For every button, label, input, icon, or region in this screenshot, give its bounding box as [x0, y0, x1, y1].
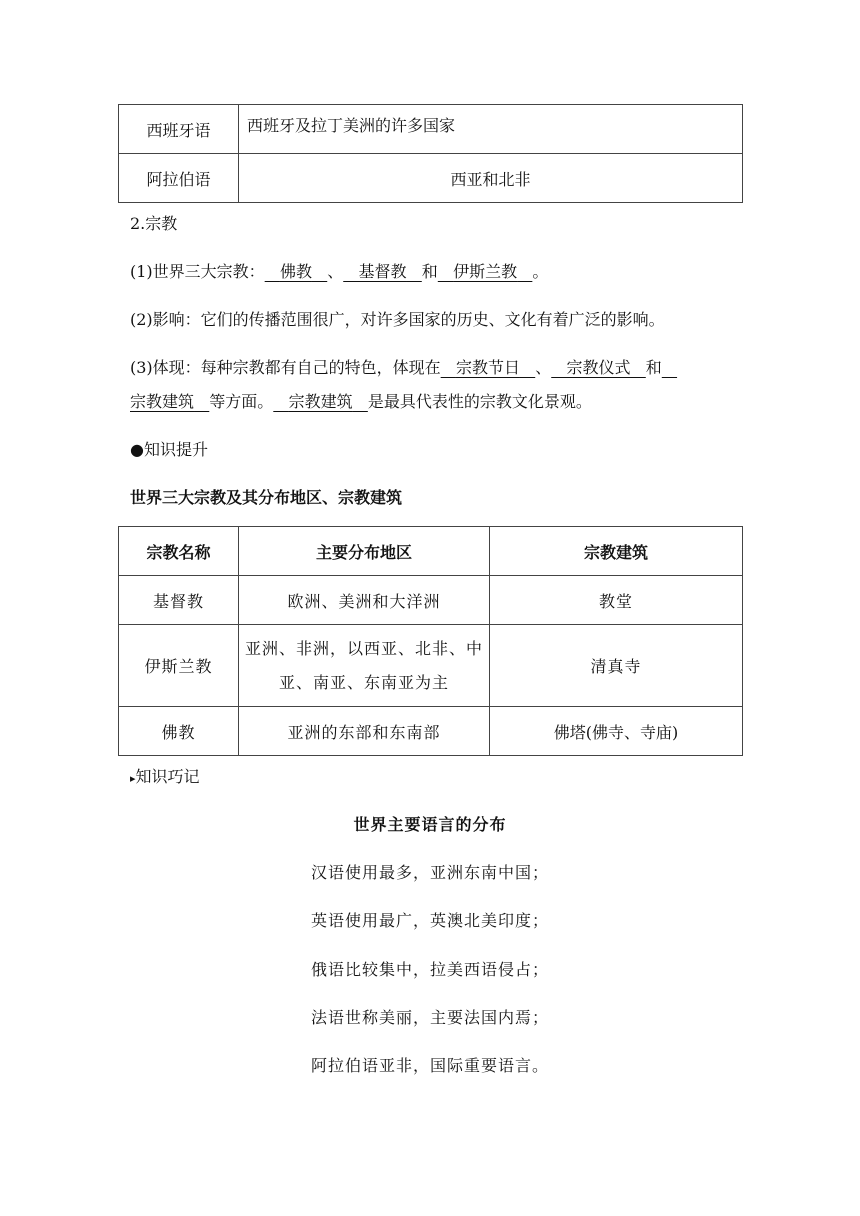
- section-heading: 2.宗教: [130, 214, 178, 233]
- bullet-icon: ●: [130, 440, 144, 459]
- poem-line: 汉语使用最多，亚洲东南中国；: [310, 863, 549, 882]
- answer-blank: [662, 358, 677, 377]
- poem-line: 法语世称美丽，主要法国内焉；: [310, 1008, 549, 1027]
- table-row: [119, 154, 743, 203]
- language-cell: 西班牙语: [119, 105, 239, 154]
- table-row: [119, 576, 743, 625]
- table-row: [119, 625, 743, 707]
- table-header-row: [119, 527, 743, 576]
- para-text: 等方面。: [209, 392, 274, 411]
- answer-blank: [441, 358, 536, 377]
- region-cell: [239, 625, 490, 707]
- region-cell: 欧洲、美洲和大洋洲: [239, 576, 490, 625]
- religion-para-1: [130, 259, 548, 282]
- region-cell: 西亚和北非: [239, 154, 743, 203]
- para-text: 是最具代表性的宗教文化景观。: [367, 392, 592, 411]
- column-header: 宗教建筑: [490, 527, 743, 576]
- religion-name-cell: 佛教: [119, 707, 239, 756]
- answer-blank: [551, 358, 646, 377]
- answer-blank: [130, 392, 209, 411]
- answer-blank: [438, 262, 533, 281]
- answer-blank: [265, 262, 328, 281]
- knowledge-up-label: [130, 437, 208, 460]
- answer-text: 宗教建筑: [130, 392, 195, 411]
- column-header: 宗教名称: [119, 527, 239, 576]
- building-cell: 佛塔(佛寺、寺庙): [490, 707, 743, 756]
- religion-name-cell: 伊斯兰教: [119, 625, 239, 707]
- answer-text: 伊斯兰教: [453, 262, 518, 281]
- answer-text: 宗教仪式: [566, 358, 631, 377]
- para-text: (3)体现：每种宗教都有自己的特色，体现在: [130, 358, 441, 377]
- answer-blank: [343, 262, 422, 281]
- poem-line: 阿拉伯语亚非，国际重要语言。: [310, 1056, 549, 1075]
- religion-para-3-line-1: [130, 355, 677, 378]
- table-title: 世界三大宗教及其分布地区、宗教建筑: [130, 488, 403, 507]
- building-cell: 清真寺: [490, 625, 743, 707]
- religion-table: [118, 526, 743, 756]
- para-text: 、: [535, 358, 552, 377]
- table-row: [119, 707, 743, 756]
- language-cell: 阿拉伯语: [119, 154, 239, 203]
- region-line: 亚洲、非洲，以西亚、北非、中: [244, 638, 483, 658]
- table-row: [119, 105, 743, 154]
- para-text: 、: [327, 262, 344, 281]
- answer-text: 宗教建筑: [288, 392, 353, 411]
- religion-para-3-line-2: [130, 389, 592, 412]
- poem-title: 世界主要语言的分布: [353, 815, 507, 834]
- answer-text: 佛教: [279, 262, 312, 281]
- para-text: 和: [645, 358, 662, 377]
- answer-blank: [273, 392, 368, 411]
- column-header: 主要分布地区: [239, 527, 490, 576]
- label-text: 知识巧记: [135, 767, 200, 786]
- building-cell: 教堂: [490, 576, 743, 625]
- label-text: 知识提升: [143, 440, 208, 459]
- memory-label: [130, 764, 200, 787]
- triangle-bullet-icon: ▸: [130, 772, 136, 785]
- language-table: [118, 104, 743, 203]
- religion-para-2: (2)影响：它们的传播范围很广，对许多国家的历史、文化有着广泛的影响。: [130, 310, 665, 329]
- region-cell: 西班牙及拉丁美洲的许多国家: [239, 105, 743, 154]
- region-line: 亚、南亚、东南亚为主: [278, 672, 449, 692]
- answer-text: 基督教: [358, 262, 407, 281]
- poem-line: 俄语比较集中，拉美西语侵占；: [310, 960, 549, 979]
- para-text: 和: [421, 262, 438, 281]
- religion-name-cell: 基督教: [119, 576, 239, 625]
- para-text: 。: [532, 262, 549, 281]
- region-cell: 亚洲的东部和东南部: [239, 707, 490, 756]
- poem-line: 英语使用最广，英澳北美印度；: [310, 911, 549, 930]
- para-text: (1)世界三大宗教：: [130, 262, 265, 281]
- answer-text: 宗教节日: [455, 358, 520, 377]
